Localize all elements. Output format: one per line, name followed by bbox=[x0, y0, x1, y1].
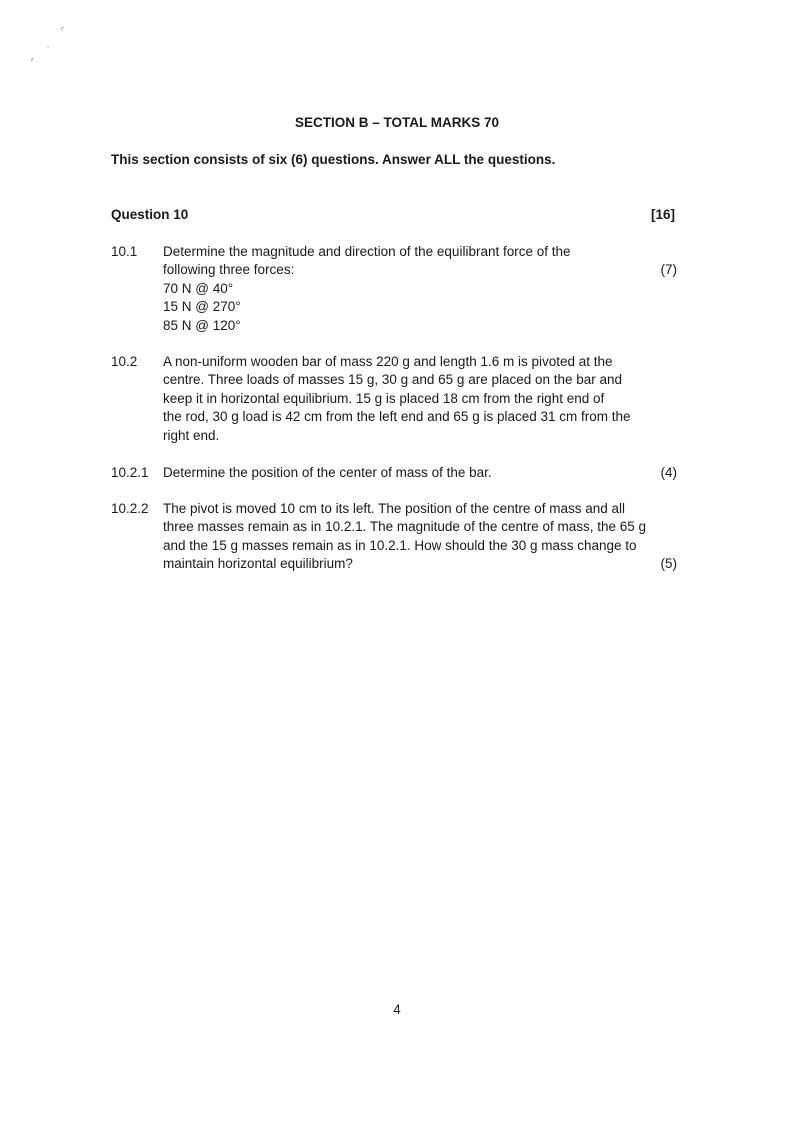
item-line: keep it in horizontal equilibrium. 15 g is placed 18 cm from the right end of bbox=[163, 390, 605, 406]
item-line: and the 15 g masses remain as in 10.2.1. How should the 30 g mass change to bbox=[163, 537, 637, 553]
item-line: three masses remain as in 10.2.1. The magnitude of the centre of mass, the 65 g bbox=[163, 519, 647, 535]
item-text bbox=[163, 500, 651, 574]
item-line: A non-uniform wooden bar of mass 220 g and length 1.6 m is pivoted at the bbox=[163, 354, 613, 369]
scan-mark: , bbox=[47, 41, 50, 49]
item-line: 70 N @ 40° bbox=[163, 280, 234, 296]
item-line: maintain horizontal equilibrium? bbox=[163, 556, 353, 572]
item-line: 85 N @ 120° bbox=[163, 317, 241, 333]
item-marks: (7) bbox=[660, 262, 677, 277]
section-instructions: This section consists of six (6) questions. Answer ALL the questions. bbox=[111, 152, 556, 167]
item-marks: (4) bbox=[660, 465, 677, 480]
page-number: 4 bbox=[393, 1002, 401, 1017]
scan-mark: r bbox=[61, 25, 64, 33]
item-marks: (5) bbox=[660, 556, 677, 571]
item-number: 10.2.1 bbox=[111, 465, 149, 480]
item-line: Determine the magnitude and direction of the equilibrant force of the bbox=[163, 244, 571, 259]
section-title: SECTION B – TOTAL MARKS 70 bbox=[294, 115, 500, 130]
item-line: the rod, 30 g load is 42 cm from the left end and 65 g is placed 31 cm from the bbox=[163, 409, 631, 425]
item-line: centre. Three loads of masses 15 g, 30 g and 65 g are placed on the bar and bbox=[163, 372, 623, 388]
item-number: 10.2 bbox=[111, 354, 138, 369]
question-item-10-1 bbox=[111, 243, 677, 335]
item-text bbox=[163, 243, 651, 335]
question-header bbox=[111, 206, 675, 224]
item-line: following three forces: bbox=[163, 262, 295, 278]
item-line: Determine the position of the center of mass of the bar. bbox=[163, 465, 492, 480]
question-item-10-2-2 bbox=[111, 500, 677, 574]
item-line: right end. bbox=[163, 427, 220, 443]
item-text bbox=[163, 464, 651, 482]
question-label: Question 10 bbox=[111, 207, 189, 222]
item-number: 10.1 bbox=[111, 244, 138, 259]
item-text bbox=[163, 353, 651, 445]
item-line: The pivot is moved 10 cm to its left. The position of the centre of mass and all bbox=[163, 501, 625, 516]
item-number: 10.2.2 bbox=[111, 501, 149, 516]
question-item-10-2 bbox=[111, 353, 677, 445]
question-total-marks: [16] bbox=[650, 207, 675, 222]
scan-mark: r bbox=[31, 56, 34, 64]
item-line: 15 N @ 270° bbox=[163, 299, 241, 315]
question-item-10-2-1 bbox=[111, 464, 677, 482]
